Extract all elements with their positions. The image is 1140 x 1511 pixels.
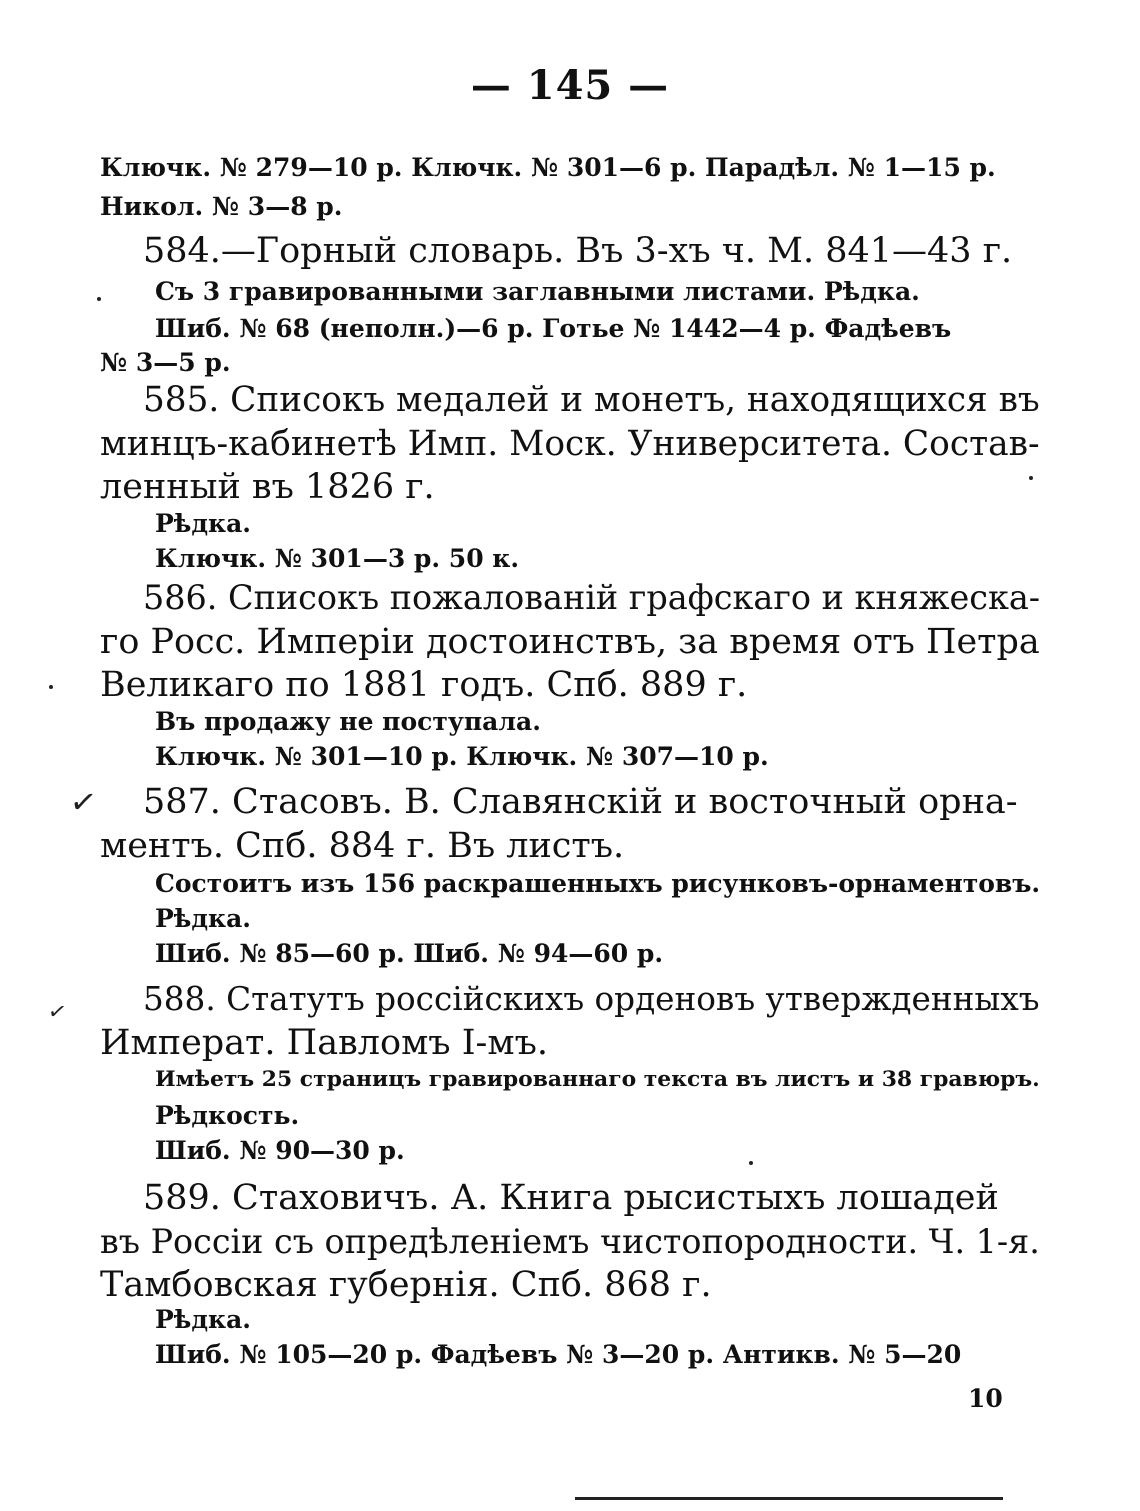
entry-585-title-2: минцъ-кабинетѣ Имп. Моск. Университета. Состав-: [100, 424, 1040, 464]
entry-589-prices: Шиб. № 105—20 р. Фадѣевъ № 3—20 р. Антикв. № 5—20: [155, 1340, 962, 1369]
entry-585-title-1: 585. Списокъ медалей и монетъ, находящихся въ: [143, 380, 1040, 420]
entry-589-title-1: 589. Стаховичъ. А. Книга рысистыхъ лошадей: [143, 1178, 999, 1218]
entry-586-title-3: Великаго по 1881 годъ. Спб. 889 г.: [100, 665, 748, 705]
entry-588-title-1: 588. Статутъ россійскихъ орденовъ утвержденныхъ: [143, 980, 1040, 1018]
entry-589-title-2: въ Россіи съ опредѣленіемъ чистопородности. Ч. 1-я.: [100, 1222, 1040, 1261]
entry-587-title-2: ментъ. Спб. 884 г. Въ листъ.: [100, 826, 625, 866]
entry-587-title-1: 587. Стасовъ. В. Славянскій и восточный орна-: [143, 782, 1018, 822]
bottom-rule: [575, 1497, 1003, 1500]
entry-587-note: Состоитъ изъ 156 раскрашенныхъ рисунковъ-орнаментовъ.: [155, 869, 1041, 898]
entry-586-title-1: 586. Списокъ пожалованій графскаго и княжеска-: [143, 578, 1041, 617]
entry-584-title: 584.—Горный словарь. Въ 3-хъ ч. М. 841—43 г.: [143, 231, 1013, 271]
entry-586-note: Въ продажу не поступала.: [155, 707, 541, 736]
page-number: — 145 —: [470, 62, 670, 109]
entry-584-note: Съ 3 гравированными заглавными листами. Рѣдка.: [155, 277, 920, 306]
check-mark-587: ✓: [67, 781, 100, 823]
entry-589-title-3: Тамбовская губернія. Спб. 868 г.: [100, 1265, 712, 1305]
entry-589-rarity: Рѣдка.: [155, 1305, 251, 1334]
entry-586-prices: Ключк. № 301—10 р. Ключк. № 307—10 р.: [155, 742, 769, 771]
entry-585-prices: Ключк. № 301—3 р. 50 к.: [155, 544, 520, 573]
entry-586-title-2: го Росс. Имперіи достоинствъ, за время отъ Петра: [100, 622, 1040, 662]
entry-585-note: Рѣдка.: [155, 509, 251, 538]
entry-588-note: Имѣетъ 25 страницъ гравированнаго текста въ листъ и 38 гравюръ.: [155, 1066, 1040, 1092]
entry-588-prices: Шиб. № 90—30 р.: [155, 1136, 405, 1165]
entry-584-prices-1: Шиб. № 68 (неполн.)—6 р. Готье № 1442—4 р. Фадѣевъ: [155, 314, 952, 343]
text-line-2: Никол. № 3—8 р.: [100, 192, 343, 221]
entry-584-prices-2: № 3—5 р.: [100, 348, 231, 377]
speck-2: [49, 685, 53, 689]
speck-4: [1029, 476, 1033, 480]
entry-585-title-3: ленный въ 1826 г.: [100, 467, 435, 507]
signature-mark: 10: [968, 1384, 1003, 1413]
speck-3: [749, 1161, 753, 1165]
entry-588-title-2: Императ. Павломъ I-мъ.: [100, 1023, 548, 1063]
entry-587-rarity: Рѣдка.: [155, 904, 251, 933]
entry-587-prices: Шиб. № 85—60 р. Шиб. № 94—60 р.: [155, 939, 664, 968]
entry-588-rarity: Рѣдкость.: [155, 1101, 300, 1130]
check-mark-588: ✓: [45, 998, 69, 1027]
text-line-1: Ключк. № 279—10 р. Ключк. № 301—6 р. Парадѣл. № 1—15 р.: [100, 153, 996, 182]
speck-1: [97, 297, 101, 301]
